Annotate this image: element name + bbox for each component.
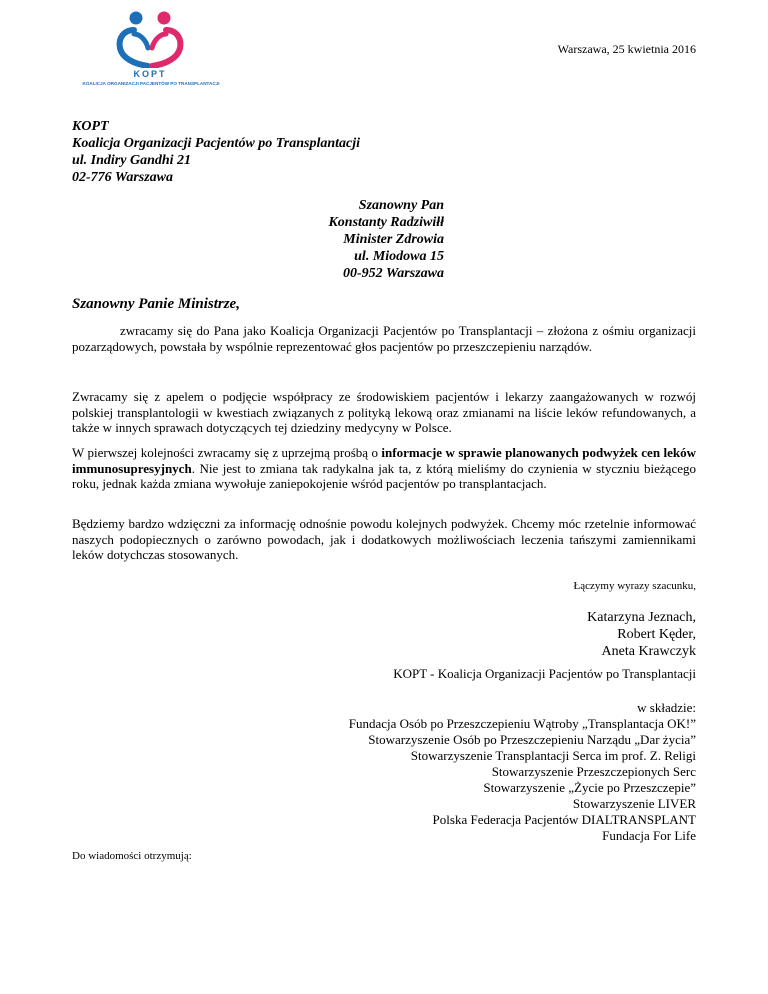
signer-name: Robert Kęder,: [617, 627, 696, 642]
kopt-logo: [82, 8, 240, 94]
letter-date: Warszawa, 25 kwietnia 2016: [557, 42, 696, 56]
paragraph-appeal: Zwracamy się z apelem o podjęcie współpracy ze środowiskiem pacjentów i lekarzy zaangażowanych w rozwój polskiej transplantologii w kwestiach związanych z polityką lekową oraz zmianami na liście leków refundowanych, a także w innych sprawach dotyczących tej dziedziny medycyny w Polsce.: [72, 389, 696, 435]
sender-line: Koalicja Organizacji Pacjentów po Transplantacji: [72, 136, 361, 151]
logo-name: KOPT: [133, 69, 167, 79]
recipient-address: [328, 197, 444, 282]
sender-line: 02-776 Warszawa: [72, 170, 174, 185]
paragraph-thanks: Będziemy bardzo wdzięczni za informację odnośnie powodu kolejnych podwyżek. Chcemy móc rzetelnie informować naszych podopiecznych o zarówno powodach, jak i dodatkowych możliwościach leczenia tańszymi zamiennikami leków dotychczas stosowanych.: [72, 516, 696, 562]
closing-regards: Łączymy wyrazy szacunku,: [573, 580, 696, 592]
sender-line: ul. Indiry Gandhi 21: [72, 153, 192, 168]
signer-name: Katarzyna Jeznach,: [587, 610, 696, 625]
member-item: Stowarzyszenie Przeszczepionych Serc: [491, 764, 696, 779]
sender-address: [72, 118, 360, 186]
member-item: Stowarzyszenie LIVER: [572, 796, 696, 811]
recipient-line: Szanowny Pan: [358, 198, 444, 213]
salutation: Szanowny Panie Ministrze,: [72, 296, 240, 312]
recipient-line: ul. Miodowa 15: [354, 249, 444, 264]
paragraph-request-bold: informacje w sprawie planowanych podwyżek cen leków immunosupresyjnych: [72, 445, 696, 476]
member-item: Fundacja Osób po Przeszczepieniu Wątroby „Transplantacja OK!”: [348, 716, 696, 731]
member-item: Stowarzyszenie Osób po Przeszczepieniu Narządu „Dar życia”: [368, 732, 696, 747]
cc-label: Do wiadomości otrzymują:: [72, 850, 192, 862]
member-item: Polska Federacja Pacjentów DIALTRANSPLANT: [432, 812, 696, 827]
member-item: Stowarzyszenie Transplantacji Serca im prof. Z. Religi: [410, 748, 696, 763]
sender-line: KOPT: [72, 119, 109, 134]
paragraph-request-start: W pierwszej kolejności zwracamy się z uprzejmą prośbą o: [72, 445, 382, 460]
signer-name: Aneta Krawczyk: [601, 644, 696, 659]
kopt-logo-icon: [114, 8, 186, 68]
logo-subtitle: KOALICJA ORGANIZACJI PACJENTÓW PO TRANSPLANTACJI: [82, 81, 220, 86]
paragraph-request: [72, 445, 696, 492]
recipient-line: Minister Zdrowia: [343, 232, 444, 247]
members-heading: w składzie:: [637, 700, 696, 715]
member-organizations: [349, 700, 696, 844]
paragraph-request-end: . Nie jest to zmiana tak radykalna jak ta, z którą mieliśmy do czynienia w styczniu bieżącego roku, jednak każda zmiana wywołuje zaniepokojenie wśród pacjentów po transplantacjach.: [72, 460, 696, 491]
coalition-name: KOPT - Koalicja Organizacji Pacjentów po Transplantacji: [393, 666, 696, 681]
member-item: Fundacja For Life: [602, 828, 696, 843]
member-item: Stowarzyszenie „Życie po Przeszczepie”: [483, 780, 696, 795]
recipient-line: Konstanty Radziwiłł: [328, 215, 444, 230]
paragraph-intro: zwracamy się do Pana jako Koalicja Organizacji Pacjentów po Transplantacji – złożona z ośmiu organizacji pozarządowych, powstała by wspólnie reprezentować głos pacjentów po przeszczepieniu narządów.: [72, 323, 696, 354]
signers: [587, 609, 696, 660]
recipient-line: 00-952 Warszawa: [342, 266, 444, 281]
